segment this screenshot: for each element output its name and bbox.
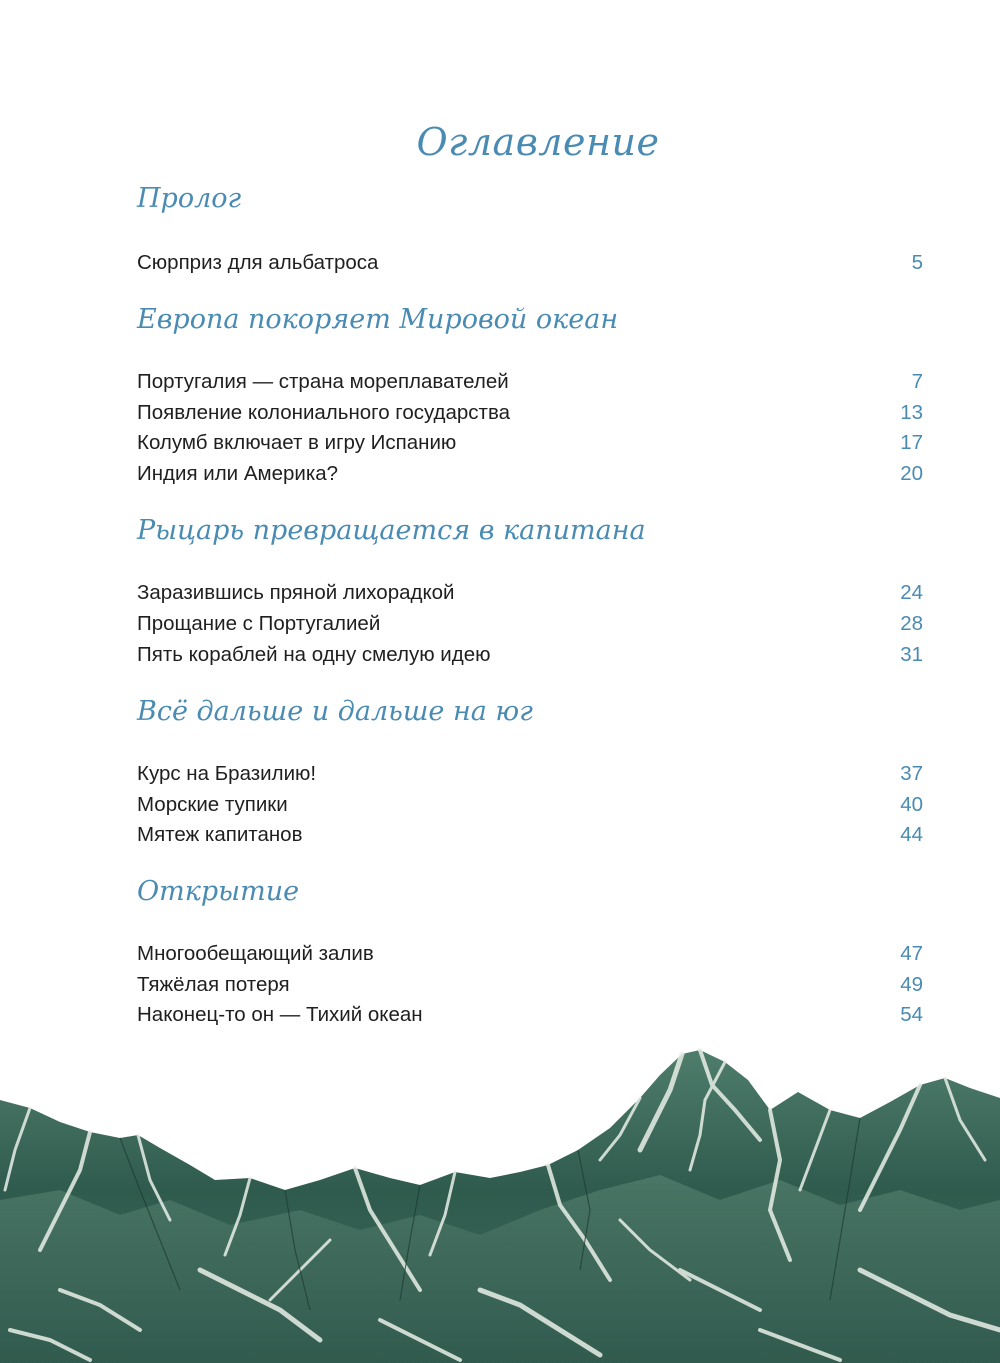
page-title: Оглавление: [416, 120, 660, 164]
section-heading-south: Всё дальше и дальше на юг: [137, 696, 533, 727]
toc-entry-page: 24: [900, 580, 923, 604]
toc-entry-page: 49: [900, 972, 923, 996]
toc-entry-title: Португалия — страна мореплавателей: [137, 369, 509, 393]
toc-entry-title: Курс на Бразилию!: [137, 761, 317, 785]
toc-entry-title: Мятеж капитанов: [137, 822, 303, 846]
toc-entry[interactable]: [137, 458, 923, 489]
toc-entry-page: 20: [900, 461, 923, 485]
section-heading-europe: Европа покоряет Мировой океан: [137, 304, 619, 335]
toc-entry-page: 17: [900, 430, 923, 454]
toc-entry-page: 37: [900, 761, 923, 785]
toc-entry-title: Морские тупики: [137, 792, 288, 816]
toc-entry-title: Сюрприз для альбатроса: [137, 250, 379, 274]
toc-entry[interactable]: [137, 819, 923, 850]
toc-entry-page: 47: [900, 941, 923, 965]
toc-entry-page: 28: [900, 611, 923, 635]
toc-entry-title: Индия или Америка?: [137, 461, 339, 485]
toc-entry-page: 54: [900, 1002, 923, 1026]
toc-entry-title: Пять кораблей на одну смелую идею: [137, 642, 491, 666]
toc-entry-page: 40: [900, 792, 923, 816]
toc-entry-title: Тяжёлая потеря: [137, 972, 290, 996]
toc-entry-page: 13: [900, 400, 923, 424]
toc-entry[interactable]: [137, 608, 923, 639]
toc-entry-title: Наконец-то он — Тихий океан: [137, 1002, 423, 1026]
toc-entry-title: Многообещающий залив: [137, 941, 374, 965]
toc-entry-title: Прощание с Португалией: [137, 611, 381, 635]
mountain-range-illustration: [0, 1040, 1000, 1363]
toc-entry-page: 31: [900, 642, 923, 666]
section-heading-discovery: Открытие: [137, 876, 300, 907]
toc-entry-title: Заразившись пряной лихорадкой: [137, 580, 455, 604]
section-heading-knight: Рыцарь превращается в капитана: [137, 515, 646, 546]
toc-entry[interactable]: [137, 427, 923, 458]
toc-entry[interactable]: [137, 639, 923, 670]
toc-entry[interactable]: [137, 969, 923, 1000]
toc-entry[interactable]: [137, 397, 923, 428]
toc-entry-page: 44: [900, 822, 923, 846]
toc-entry[interactable]: [137, 938, 923, 969]
toc-entry-title: Колумб включает в игру Испанию: [137, 430, 457, 454]
toc-entry[interactable]: [137, 999, 923, 1030]
section-heading-prologue: Пролог: [137, 183, 242, 214]
toc-entry[interactable]: [137, 577, 923, 608]
toc-entry[interactable]: [137, 789, 923, 820]
toc-entry[interactable]: [137, 758, 923, 789]
toc-entry-title: Появление колониального государства: [137, 400, 511, 424]
toc-entry[interactable]: [137, 366, 923, 397]
toc-entry-page: 5: [911, 250, 923, 274]
toc-entry[interactable]: [137, 247, 923, 278]
toc-entry-page: 7: [911, 369, 923, 393]
